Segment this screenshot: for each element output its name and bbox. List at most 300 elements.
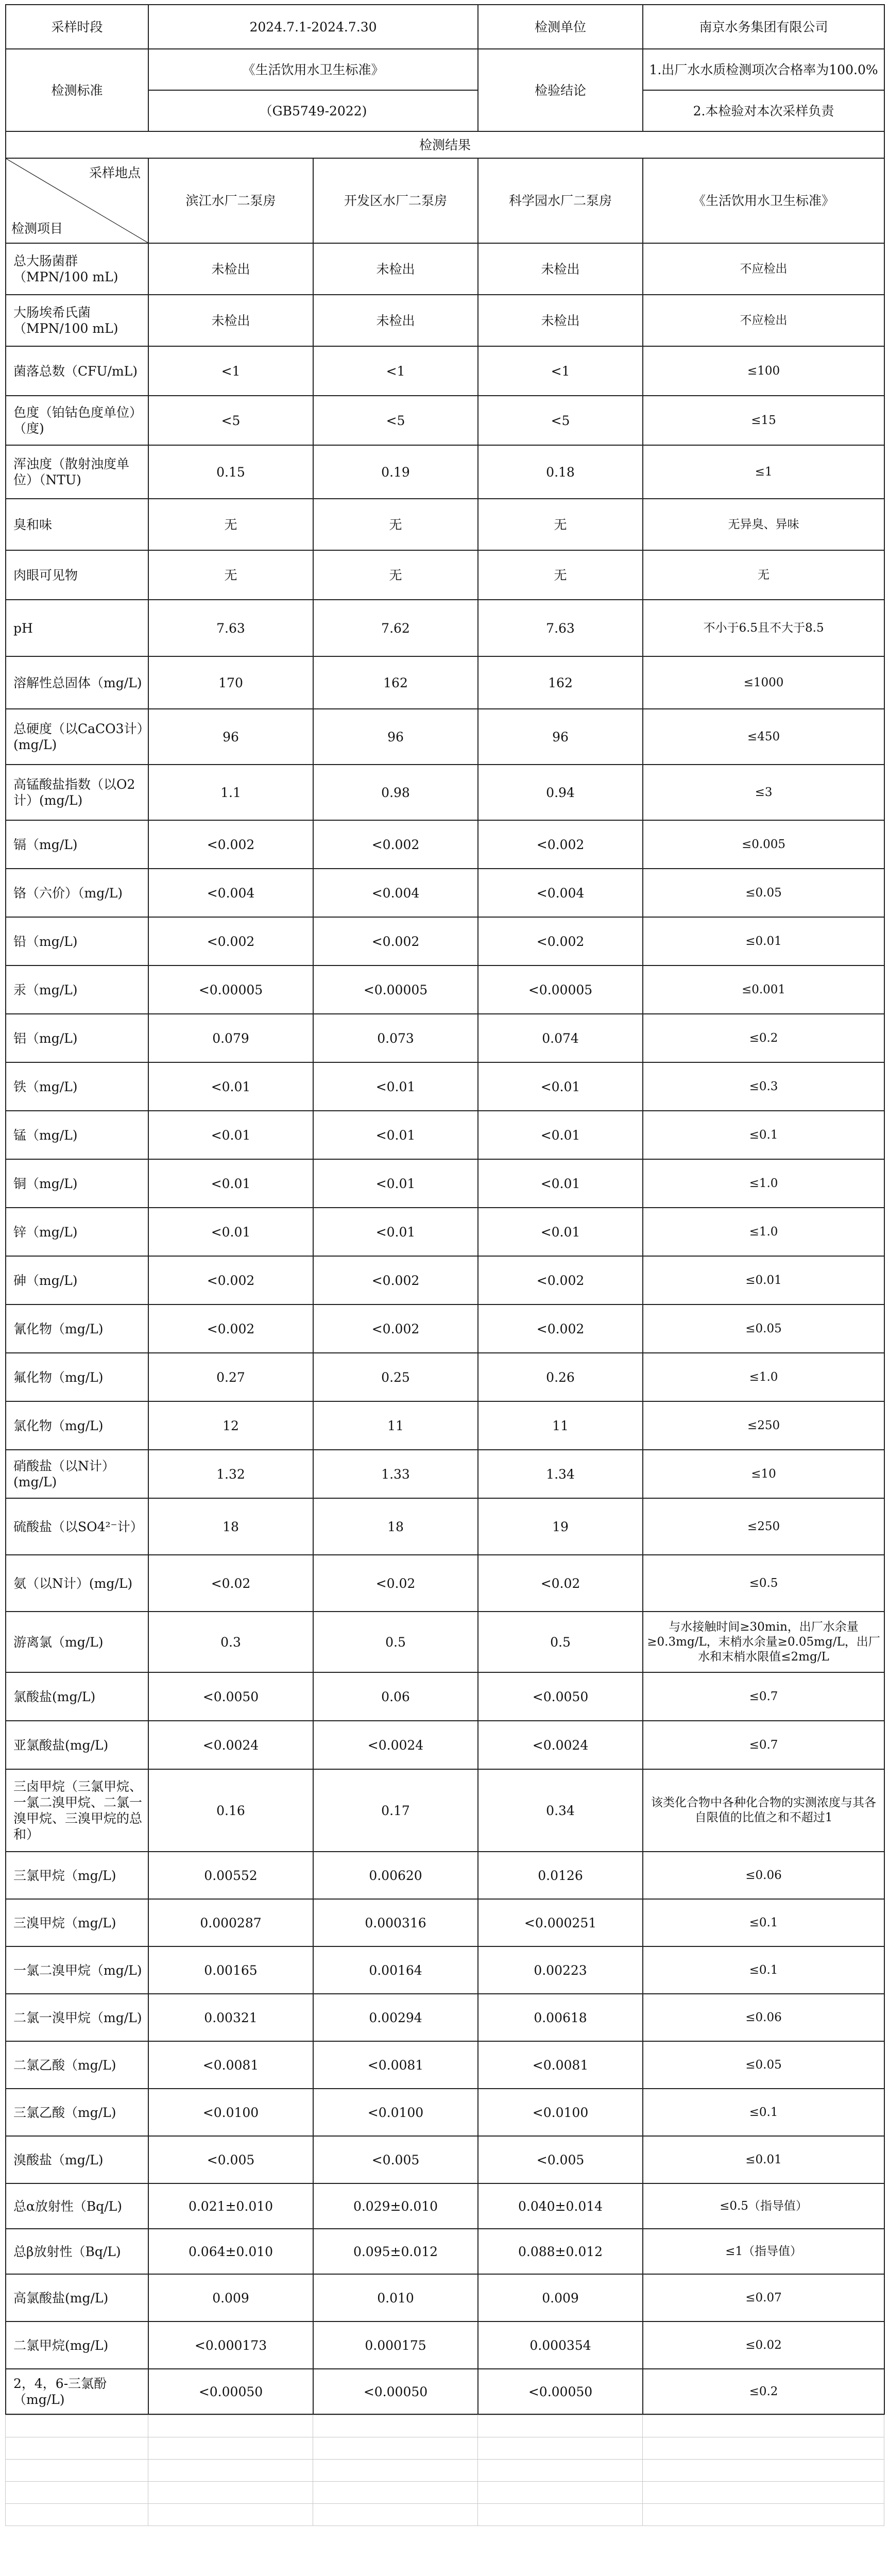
conclusion-item-1: 1.出厂水水质检测项次合格率为100.0% [643,49,884,90]
parameter-name: 铅（mg/L) [6,917,148,965]
table-row [6,1612,884,1672]
table-row [6,396,884,445]
measured-value: <0.01 [148,1208,313,1256]
table-row [6,1769,884,1852]
empty-cell [6,2482,148,2504]
standard-code: （GB5749-2022) [148,90,478,131]
standard-limit: ≤0.1 [643,1899,884,1946]
parameter-name: 氰化物（mg/L) [6,1304,148,1353]
measured-value: <0.002 [148,1304,313,1353]
standard-limit: 不应检出 [643,243,884,295]
standard-limit: ≤0.2 [643,1014,884,1062]
measured-value: 未检出 [313,243,478,295]
measured-value: 未检出 [478,243,643,295]
table-row [6,445,884,499]
parameter-name: 溴酸盐（mg/L) [6,2136,148,2183]
measured-value: <0.00050 [148,2369,313,2414]
table-row [6,550,884,600]
measured-value: 0.00165 [148,1946,313,1994]
table-row [6,295,884,346]
measured-value: 0.095±0.012 [313,2229,478,2274]
measured-value: <0.002 [478,1304,643,1353]
parameter-name: 高氯酸盐(mg/L) [6,2274,148,2321]
empty-row [6,2437,884,2460]
standard-limit: ≤0.7 [643,1672,884,1721]
measured-value: 162 [313,656,478,709]
table-row [6,1672,884,1721]
parameter-name: 氯化物（mg/L) [6,1401,148,1450]
measured-value: 0.040±0.014 [478,2183,643,2229]
table-row [6,1256,884,1304]
parameter-name: 三卤甲烷（三氯甲烷、一氯二溴甲烷、二氯一溴甲烷、三溴甲烷的总和） [6,1769,148,1852]
standard-limit: ≤0.1 [643,1111,884,1159]
sampling-site-label: 采样地点 [89,165,141,180]
table-row [6,1852,884,1899]
table-row [6,2136,884,2183]
table-row [6,1208,884,1256]
standard-limit: 不小于6.5且不大于8.5 [643,600,884,656]
measured-value: <0.002 [478,820,643,869]
measured-value: 1.33 [313,1450,478,1498]
measured-value: 96 [313,709,478,765]
parameter-name: 色度（铂钴色度单位）（度) [6,396,148,445]
table-row [6,1353,884,1401]
column-header: 开发区水厂二泵房 [313,158,478,243]
parameter-name: 三氯甲烷（mg/L) [6,1852,148,1899]
standard-limit: ≤1 [643,445,884,499]
column-header: 科学园水厂二泵房 [478,158,643,243]
empty-cell [643,2460,884,2482]
measured-value: <1 [148,346,313,396]
table-row [6,917,884,965]
standard-limit: 无 [643,550,884,600]
parameter-name: 总β放射性（Bq/L) [6,2229,148,2274]
empty-cell [6,2415,148,2437]
results-title: 检测结果 [6,131,884,158]
parameter-name: 菌落总数（CFU/mL) [6,346,148,396]
measured-value: 0.19 [313,445,478,499]
measured-value: 0.021±0.010 [148,2183,313,2229]
parameter-name: 总大肠菌群（MPN/100 mL) [6,243,148,295]
measured-value: <1 [313,346,478,396]
standard-limit: ≤0.5 [643,1555,884,1612]
parameter-name: 总硬度（以CaCO3计）(mg/L) [6,709,148,765]
measured-value: 7.62 [313,600,478,656]
empty-cell [313,2504,478,2526]
standard-limit: ≤1.0 [643,1159,884,1208]
diagonal-header-cell [6,158,148,243]
measured-value: 无 [148,499,313,550]
standard-limit: 该类化合物中各种化合物的实测浓度与其各自限值的比值之和不超过1 [643,1769,884,1852]
parameter-name: 硝酸盐（以N计）(mg/L) [6,1450,148,1498]
standard-limit: ≤100 [643,346,884,396]
parameter-name: 锌（mg/L) [6,1208,148,1256]
parameter-name: 二氯一溴甲烷（mg/L) [6,1994,148,2041]
table-row [6,2183,884,2229]
measured-value: 无 [313,499,478,550]
parameter-name: 二氯乙酸（mg/L) [6,2041,148,2089]
measured-value: <0.0100 [148,2089,313,2136]
measured-value: 0.029±0.010 [313,2183,478,2229]
measured-value: <0.002 [148,820,313,869]
empty-cell [148,2415,313,2437]
measured-value: <0.01 [313,1208,478,1256]
measured-value: <0.01 [313,1111,478,1159]
measured-value: <0.01 [478,1062,643,1111]
measured-value: <0.002 [148,1256,313,1304]
measured-value: <0.000251 [478,1899,643,1946]
standard-limit: ≤0.01 [643,917,884,965]
empty-cell [313,2460,478,2482]
measured-value: <0.01 [148,1062,313,1111]
column-header: 滨江水厂二泵房 [148,158,313,243]
measured-value: <0.004 [313,869,478,917]
period-row [6,5,884,49]
measured-value: <0.0050 [148,1672,313,1721]
measured-value: <0.000173 [148,2321,313,2369]
measured-value: 96 [478,709,643,765]
table-row [6,1304,884,1353]
parameter-name: 铬（六价）（mg/L) [6,869,148,917]
parameter-name: 三溴甲烷（mg/L) [6,1899,148,1946]
empty-cell [478,2460,643,2482]
measured-value: <0.005 [478,2136,643,2183]
measured-value: 0.16 [148,1769,313,1852]
table-row [6,2229,884,2274]
empty-cell [478,2504,643,2526]
measured-value: <0.01 [148,1111,313,1159]
empty-grid [5,2415,884,2526]
test-item-label: 检测项目 [11,221,63,236]
standard-limit: ≤0.3 [643,1062,884,1111]
measured-value: <0.0024 [478,1721,643,1769]
table-row [6,765,884,820]
table-row [6,600,884,656]
measured-value: 0.26 [478,1353,643,1401]
measured-value: <0.002 [313,1256,478,1304]
measured-value: 0.15 [148,445,313,499]
empty-cell [643,2437,884,2460]
measured-value: <5 [148,396,313,445]
measured-value: 0.25 [313,1353,478,1401]
standard-limit: ≤0.005 [643,820,884,869]
measured-value: <0.002 [148,917,313,965]
measured-value: 11 [313,1401,478,1450]
standard-limit: ≤0.07 [643,2274,884,2321]
measured-value: 1.34 [478,1450,643,1498]
measured-value: 162 [478,656,643,709]
table-row [6,1498,884,1555]
table-row [6,1994,884,2041]
table-row [6,1721,884,1769]
standard-limit: ≤1.0 [643,1353,884,1401]
standard-limit: ≤0.5（指导值） [643,2183,884,2229]
period-value: 2024.7.1-2024.7.30 [148,5,478,49]
measured-value: <0.0081 [313,2041,478,2089]
measured-value: 0.00223 [478,1946,643,1994]
measured-value: 未检出 [313,295,478,346]
measured-value: <0.0024 [313,1721,478,1769]
table-row [6,1401,884,1450]
measured-value: <0.02 [148,1555,313,1612]
measured-value: <0.00050 [313,2369,478,2414]
measured-value: 0.064±0.010 [148,2229,313,2274]
empty-cell [6,2460,148,2482]
measured-value: <0.00005 [313,965,478,1014]
standard-limit: ≤15 [643,396,884,445]
measured-value: 0.009 [478,2274,643,2321]
empty-row [6,2482,884,2504]
parameter-name: 铝（mg/L) [6,1014,148,1062]
table-row [6,2089,884,2136]
parameter-name: 锰（mg/L) [6,1111,148,1159]
standard-limit: ≤1（指导值） [643,2229,884,2274]
table-row [6,2274,884,2321]
table-row [6,346,884,396]
standard-name: 《生活饮用水卫生标准》 [148,49,478,90]
standard-limit: 与水接触时间≥30min，出厂水余量≥0.3mg/L，末梢水余量≥0.05mg/L，出厂水和末梢水限值≤2mg/L [643,1612,884,1672]
standard-limit: ≤0.01 [643,2136,884,2183]
measured-value: 0.000175 [313,2321,478,2369]
standard-limit: ≤0.1 [643,1946,884,1994]
table-row [6,243,884,295]
measured-value: <0.01 [478,1111,643,1159]
measured-value: 0.088±0.012 [478,2229,643,2274]
measured-value: 0.000354 [478,2321,643,2369]
standard-limit: 不应检出 [643,295,884,346]
parameter-name: 镉（mg/L) [6,820,148,869]
measured-value: 0.00620 [313,1852,478,1899]
standard-limit: ≤250 [643,1498,884,1555]
measured-value: <5 [313,396,478,445]
column-header: 《生活饮用水卫生标准》 [643,158,884,243]
parameter-name: 铜（mg/L) [6,1159,148,1208]
parameter-name: 溶解性总固体（mg/L) [6,656,148,709]
measured-value: <0.01 [478,1208,643,1256]
table-row [6,1450,884,1498]
table-row [6,965,884,1014]
measured-value: 0.34 [478,1769,643,1852]
table-row [6,709,884,765]
column-header-row [6,158,884,243]
table-row [6,1946,884,1994]
measured-value: <0.002 [313,820,478,869]
parameter-name: 亚氯酸盐(mg/L) [6,1721,148,1769]
measured-value: <0.02 [478,1555,643,1612]
conclusion-label: 检验结论 [478,49,643,131]
parameter-name: 砷（mg/L) [6,1256,148,1304]
standard-limit: ≤0.01 [643,1256,884,1304]
standard-limit: ≤0.05 [643,869,884,917]
unit-label: 检测单位 [478,5,643,49]
measured-value: 1.1 [148,765,313,820]
table-row [6,2369,884,2414]
measured-value: 未检出 [478,295,643,346]
measured-value: 0.074 [478,1014,643,1062]
parameter-name: 一氯二溴甲烷（mg/L) [6,1946,148,1994]
measured-value: 0.18 [478,445,643,499]
measured-value: <0.00050 [478,2369,643,2414]
standard-limit: ≤3 [643,765,884,820]
measured-value: 7.63 [478,600,643,656]
measured-value: 1.32 [148,1450,313,1498]
empty-cell [313,2482,478,2504]
standard-label: 检测标准 [6,49,148,131]
measured-value: 0.3 [148,1612,313,1672]
measured-value: 无 [478,499,643,550]
standard-limit: ≤0.7 [643,1721,884,1769]
measured-value: 7.63 [148,600,313,656]
measured-value: 96 [148,709,313,765]
measured-value: <0.002 [313,1304,478,1353]
measured-value: 18 [313,1498,478,1555]
parameter-name: 三氯乙酸（mg/L) [6,2089,148,2136]
measured-value: 0.5 [313,1612,478,1672]
table-row [6,1555,884,1612]
table-row [6,499,884,550]
measured-value: 0.010 [313,2274,478,2321]
parameter-name: 臭和味 [6,499,148,550]
standard-limit: ≤0.02 [643,2321,884,2369]
measured-value: 未检出 [148,295,313,346]
standard-limit: ≤10 [643,1450,884,1498]
measured-value: 0.17 [313,1769,478,1852]
parameter-name: 氯酸盐(mg/L) [6,1672,148,1721]
measured-value: <0.0050 [478,1672,643,1721]
table-row [6,869,884,917]
measured-value: <0.02 [313,1555,478,1612]
measured-value: 0.000287 [148,1899,313,1946]
parameter-name: 游离氯（mg/L) [6,1612,148,1672]
measured-value: 无 [148,550,313,600]
empty-cell [478,2482,643,2504]
empty-cell [313,2437,478,2460]
parameter-name: 氟化物（mg/L) [6,1353,148,1401]
table-row [6,820,884,869]
standard-limit: ≤0.05 [643,2041,884,2089]
measured-value: 0.5 [478,1612,643,1672]
table-row [6,1111,884,1159]
empty-row [6,2415,884,2437]
parameter-name: 浑浊度（散射浊度单位）（NTU) [6,445,148,499]
empty-cell [313,2415,478,2437]
table-row [6,1014,884,1062]
parameter-name: 硫酸盐（以SO4²⁻计） [6,1498,148,1555]
standard-limit: ≤0.001 [643,965,884,1014]
parameter-name: pH [6,600,148,656]
measured-value: <0.0024 [148,1721,313,1769]
conclusion-item-2: 2.本检验对本次采样负责 [643,90,884,131]
standard-limit: ≤0.2 [643,2369,884,2414]
measured-value: 0.00294 [313,1994,478,2041]
measured-value: <0.0081 [148,2041,313,2089]
water-quality-table [5,4,885,2415]
measured-value: <0.002 [313,917,478,965]
standard-row [6,49,884,90]
standard-limit: ≤1000 [643,656,884,709]
parameter-name: 二氯甲烷(mg/L) [6,2321,148,2369]
measured-value: <0.0100 [313,2089,478,2136]
measured-value: <1 [478,346,643,396]
measured-value: <0.01 [313,1159,478,1208]
parameter-name: 肉眼可见物 [6,550,148,600]
measured-value: 170 [148,656,313,709]
measured-value: 0.073 [313,1014,478,1062]
table-row [6,2041,884,2089]
standard-limit: ≤250 [643,1401,884,1450]
empty-cell [6,2437,148,2460]
standard-limit: ≤0.05 [643,1304,884,1353]
empty-cell [478,2415,643,2437]
measured-value: 0.079 [148,1014,313,1062]
measured-value: <0.0100 [478,2089,643,2136]
empty-cell [148,2460,313,2482]
parameter-name: 氨（以N计）(mg/L) [6,1555,148,1612]
standard-limit: ≤1.0 [643,1208,884,1256]
table-row [6,1062,884,1111]
measured-value: <0.005 [313,2136,478,2183]
measured-value: 0.98 [313,765,478,820]
measured-value: <0.005 [148,2136,313,2183]
table-row [6,1899,884,1946]
period-label: 采样时段 [6,5,148,49]
parameter-name: 总α放射性（Bq/L) [6,2183,148,2229]
standard-limit: ≤0.06 [643,1852,884,1899]
results-title-row [6,131,884,158]
measured-value: 0.00552 [148,1852,313,1899]
measured-value: <0.004 [478,869,643,917]
measured-value: <0.0081 [478,2041,643,2089]
measured-value: 19 [478,1498,643,1555]
measured-value: 0.06 [313,1672,478,1721]
empty-row [6,2460,884,2482]
measured-value: <0.01 [478,1159,643,1208]
parameter-name: 汞（mg/L) [6,965,148,1014]
standard-limit: 无异臭、异味 [643,499,884,550]
table-row [6,1159,884,1208]
report-sheet [5,4,884,2526]
empty-cell [643,2504,884,2526]
standard-limit: ≤0.06 [643,1994,884,2041]
measured-value: 0.00164 [313,1946,478,1994]
standard-limit: ≤0.1 [643,2089,884,2136]
measured-value: <0.01 [313,1062,478,1111]
measured-value: 18 [148,1498,313,1555]
measured-value: <0.004 [148,869,313,917]
table-row [6,656,884,709]
measured-value: 无 [313,550,478,600]
measured-value: <5 [478,396,643,445]
parameter-name: 2，4，6-三氯酚（mg/L) [6,2369,148,2414]
measured-value: 未检出 [148,243,313,295]
measured-value: <0.002 [478,917,643,965]
measured-value: <0.002 [478,1256,643,1304]
empty-cell [148,2482,313,2504]
unit-value: 南京水务集团有限公司 [643,5,884,49]
measured-value: 0.009 [148,2274,313,2321]
measured-value: 0.00321 [148,1994,313,2041]
measured-value: 0.00618 [478,1994,643,2041]
empty-cell [643,2482,884,2504]
empty-row [6,2504,884,2526]
empty-cell [643,2415,884,2437]
measured-value: <0.01 [148,1159,313,1208]
parameter-name: 高锰酸盐指数（以O2计）(mg/L) [6,765,148,820]
measured-value: 0.94 [478,765,643,820]
empty-cell [6,2504,148,2526]
measured-value: 0.000316 [313,1899,478,1946]
parameter-name: 铁（mg/L) [6,1062,148,1111]
